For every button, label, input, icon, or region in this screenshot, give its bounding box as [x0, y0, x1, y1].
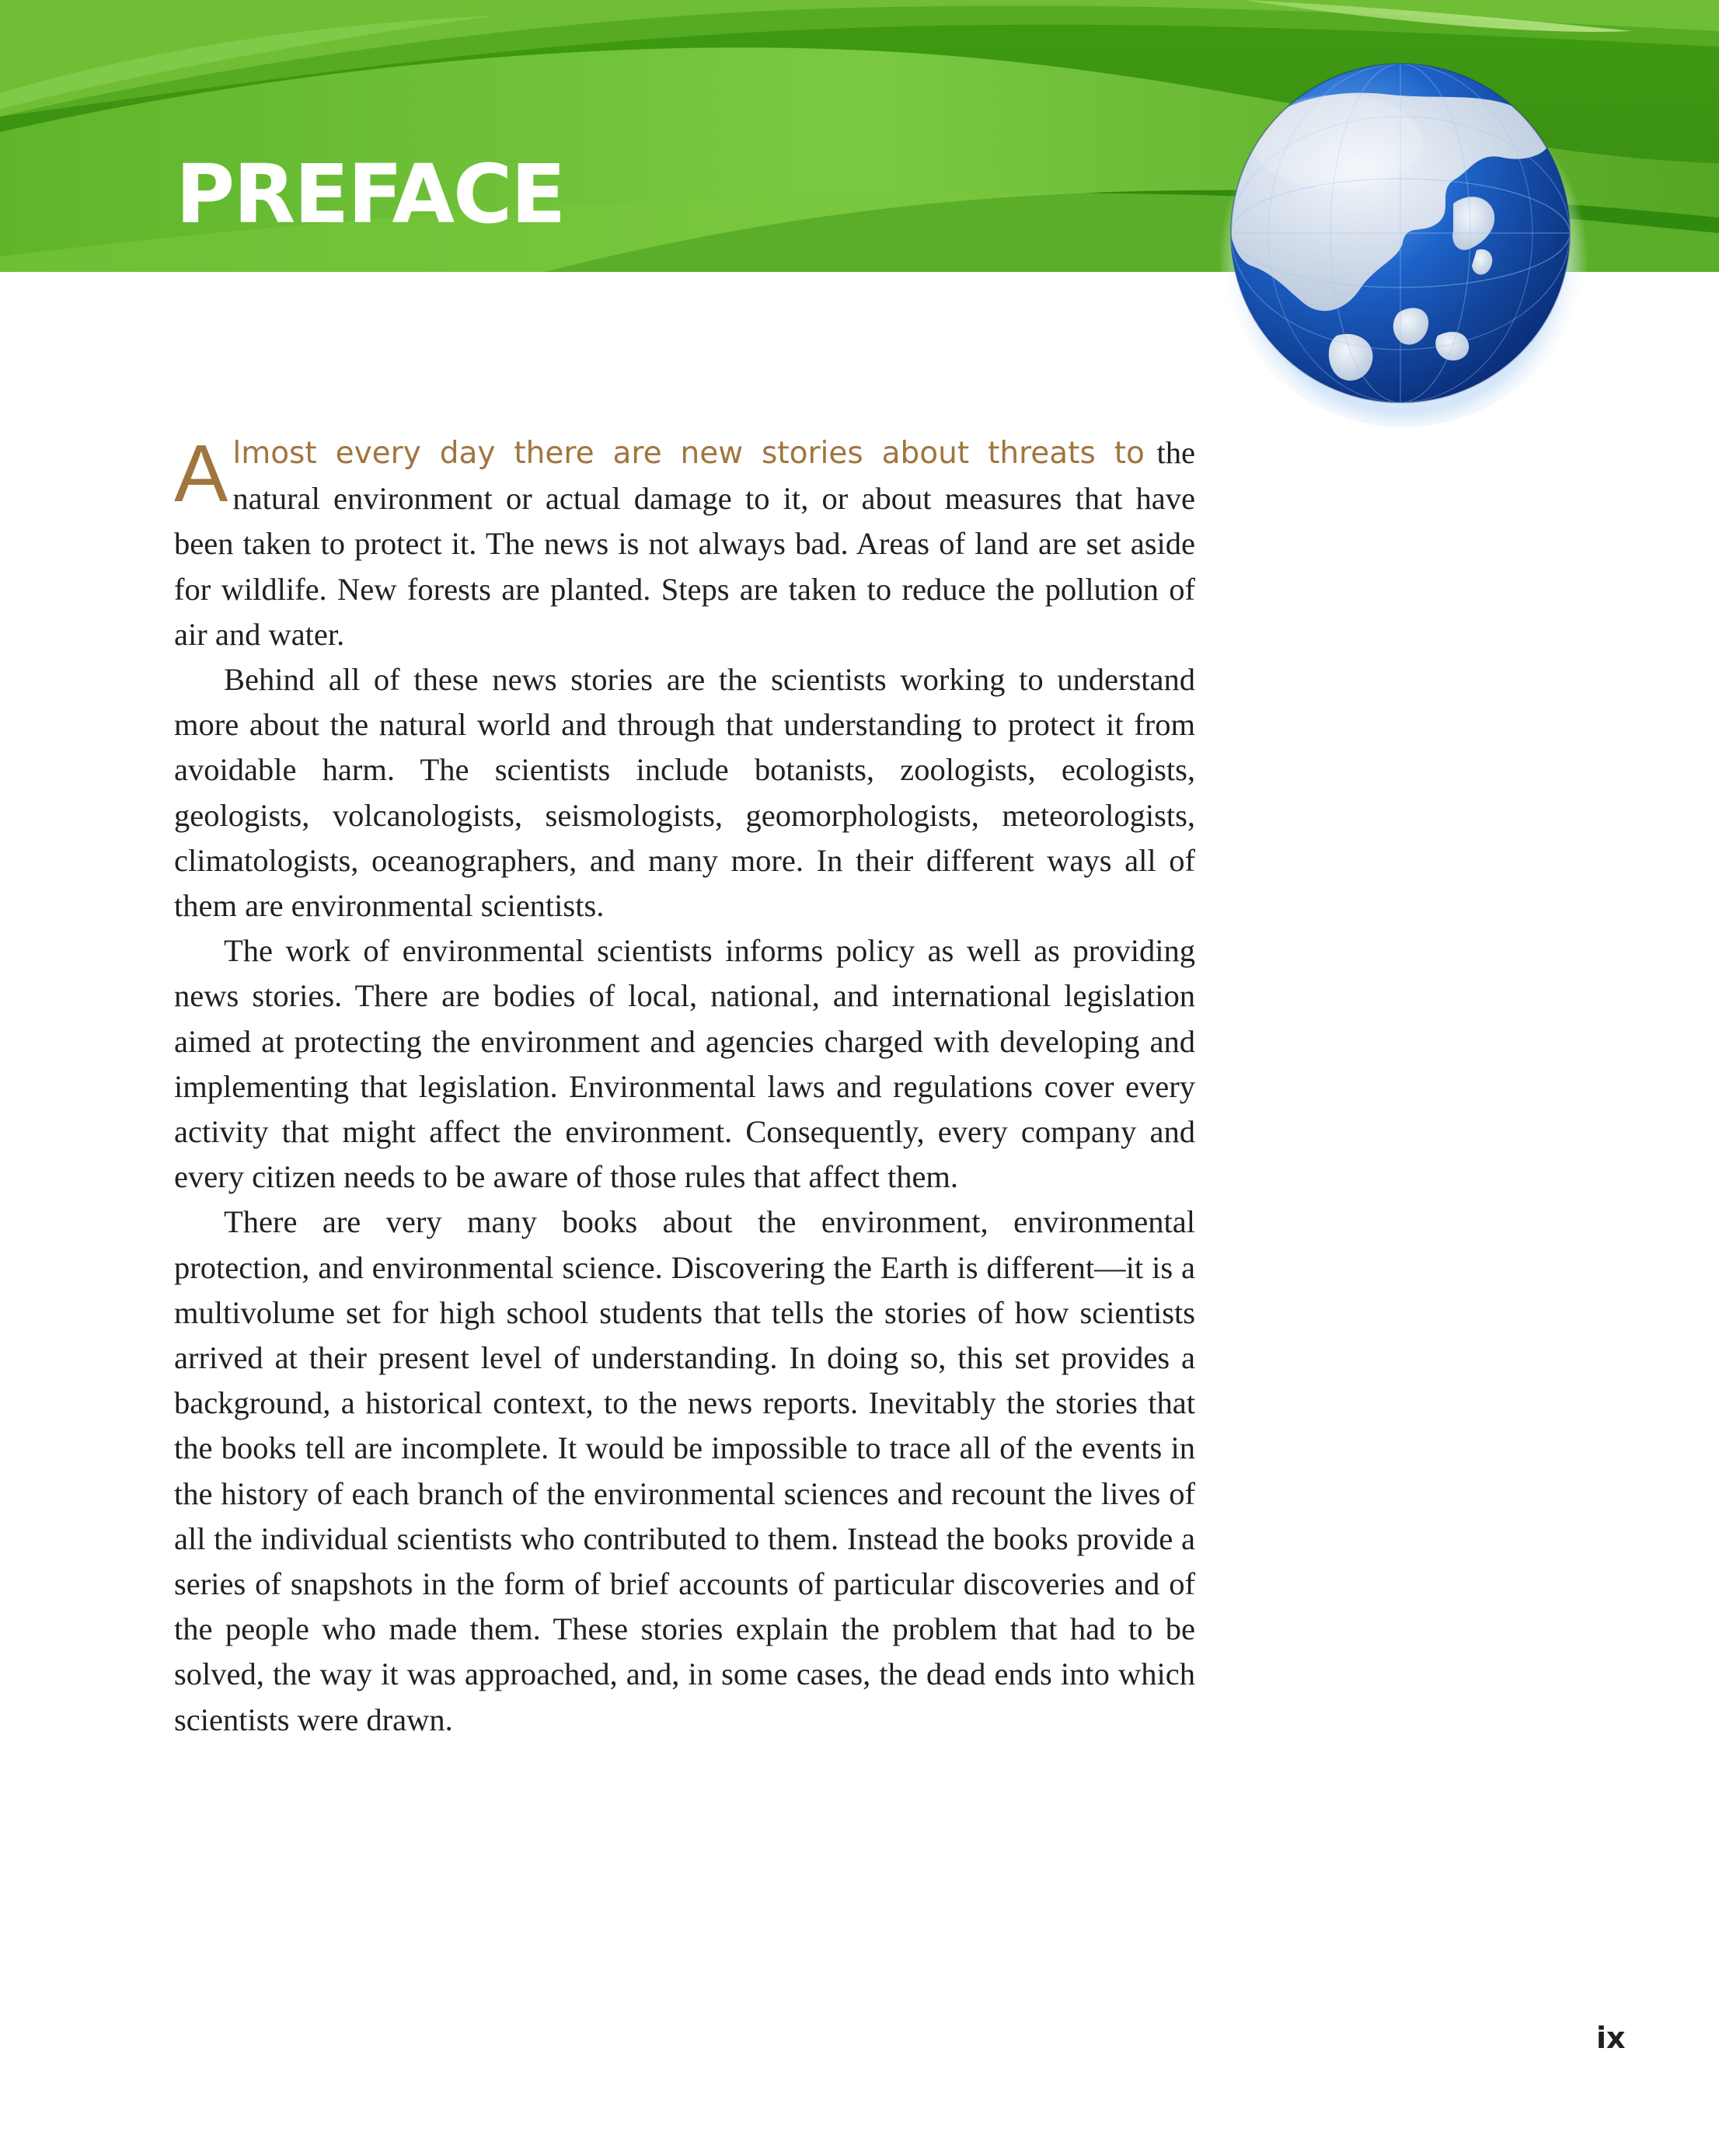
lead-in-text: lmost every day there are new stories about threats to — [232, 436, 1145, 471]
drop-cap: A — [174, 429, 228, 519]
paragraph-3: The work of environmental scientists informs policy as well as providing news stories. There are bodies of local, national, and international legislation aimed at protecting the environment and agencies charged with developing and implementing that legislation. Environmental laws and regulations cover every activity that might affect the environment. Consequently, every company and every citizen needs to be aware of those rules that affect them. — [174, 933, 1195, 1195]
page-number: ix — [1596, 2021, 1626, 2055]
preface-body — [174, 430, 1195, 1743]
page-title: PREFACE — [176, 147, 565, 242]
paragraph-4: There are very many books about the environment, environmental protection, and environmental science. Discovering the Earth is different—it is a multivolume set for high school students that tells the stories of how scientists arrived at their present level of understanding. In doing so, this set provides a background, a historical context, to the news reports. Inevitably the stories that the books tell are incomplete. It would be impossible to trace all of the events in the history of each branch of the environmental sciences and recount the lives of all the individual scientists who contributed to them. Instead the books provide a series of snapshots in the form of brief accounts of particular discoveries and of the people who made them. These stories explain the problem that had to be solved, the way it was approached, and, in some cases, the dead ends into which scientists were drawn. — [174, 1204, 1195, 1737]
paragraph-text: the natural environment or actual damage to it, or about measures that have been taken to protect it. The news is not always bad. Areas of land are set aside for wildlife. New forests are planted. Steps are taken to reduce the pollution of air and water. — [174, 435, 1195, 652]
paragraph-2: Behind all of these news stories are the scientists working to understand more about the natural world and through that understanding to protect it from avoidable harm. The scientists include botanists, zoologists, ecologists, geologists, volcanologists, seismologists, geomorphologists, meteorologists, climatologists, oceanographers, and many more. In their different ways all of them are environmental scientists. — [174, 662, 1195, 924]
paragraph-1 — [174, 430, 1195, 657]
globe-illustration — [1220, 56, 1593, 429]
